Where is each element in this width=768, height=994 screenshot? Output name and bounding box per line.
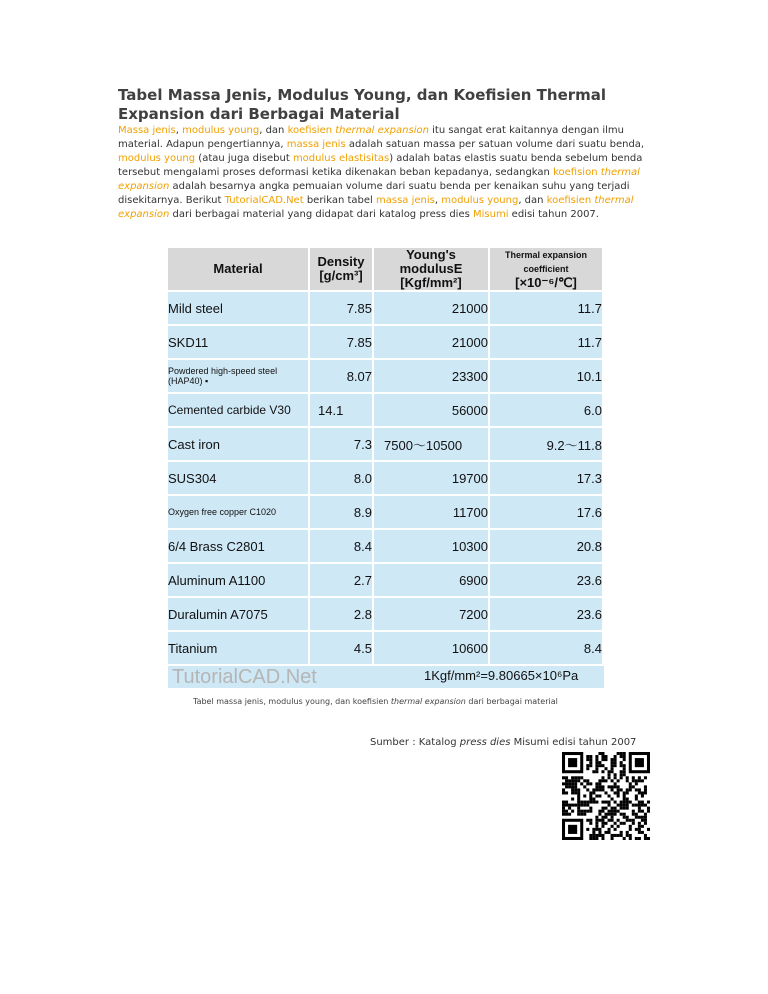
cell-thermal: 10.1 bbox=[489, 359, 603, 393]
cell-density: 8.9 bbox=[309, 495, 373, 529]
para-text: edisi tahun 2007. bbox=[508, 209, 599, 220]
header-density-unit: [g/cm³] bbox=[319, 268, 363, 283]
intro-paragraph bbox=[118, 124, 658, 222]
page-title: Tabel Massa Jenis, Modulus Young, dan Koefisien Thermal Expansion dari Berbagai Material bbox=[118, 86, 607, 123]
link-koefisien[interactable]: koefisien bbox=[546, 195, 595, 206]
cell-young: 11700 bbox=[373, 495, 489, 529]
para-text: , bbox=[434, 195, 442, 206]
link-koefision[interactable]: koefision bbox=[553, 167, 601, 178]
cell-density: 2.7 bbox=[309, 563, 373, 597]
cell-young: 56000 bbox=[373, 393, 489, 427]
link-thermal-expansion[interactable]: thermal expansion bbox=[335, 125, 429, 136]
caption-italic: thermal expansion bbox=[390, 697, 466, 706]
table-row bbox=[168, 461, 603, 495]
cell-thermal: 23.6 bbox=[489, 563, 603, 597]
cell-thermal: 9.2〜11.8 bbox=[489, 427, 603, 461]
cell-thermal: 17.3 bbox=[489, 461, 603, 495]
unit-conversion-note: 1Kgf/mm²=9.80665×10⁶Pa bbox=[424, 668, 579, 683]
para-text: itu sangat erat kaitannya dengan ilmu material. Adapun pengertiannya, bbox=[118, 125, 625, 150]
header-young-unit: [Kgf/mm²] bbox=[400, 275, 462, 290]
cell-young: 21000 bbox=[373, 325, 489, 359]
table-row bbox=[168, 427, 603, 461]
cell-material: Aluminum A1100 bbox=[168, 563, 309, 597]
cell-density: 4.5 bbox=[309, 631, 373, 665]
cell-young: 23300 bbox=[373, 359, 489, 393]
cell-density: 7.85 bbox=[309, 325, 373, 359]
para-text: ) adalah batas elastis suatu benda sebelum benda tersebut mengalami proses deformasi ketika dikenakan beban kepadanya, sedangkan bbox=[118, 153, 643, 178]
link-modulus-elastisitas[interactable]: modulus elastisitas bbox=[292, 153, 390, 164]
para-text: adalah satuan massa per satuan volume dari suatu benda, bbox=[345, 139, 645, 150]
cell-young: 10300 bbox=[373, 529, 489, 563]
link-koefisien[interactable]: koefisien bbox=[287, 125, 336, 136]
cell-thermal: 11.7 bbox=[489, 291, 603, 325]
table-row bbox=[168, 631, 603, 665]
table-caption bbox=[193, 697, 558, 706]
cell-thermal: 6.0 bbox=[489, 393, 603, 427]
qr-code-icon[interactable] bbox=[562, 752, 650, 840]
cell-material: Cast iron bbox=[168, 427, 309, 461]
para-text: (atau juga disebut bbox=[195, 153, 293, 164]
cell-thermal: 23.6 bbox=[489, 597, 603, 631]
cell-material: Oxygen free copper C1020 bbox=[168, 495, 309, 529]
cell-thermal: 11.7 bbox=[489, 325, 603, 359]
material-table-image bbox=[168, 248, 604, 688]
para-text: , dan bbox=[518, 195, 547, 206]
table-row bbox=[168, 529, 603, 563]
source-line bbox=[370, 737, 636, 748]
table-row bbox=[168, 495, 603, 529]
cell-material: Titanium bbox=[168, 631, 309, 665]
link-massa-jenis[interactable]: massa jenis bbox=[375, 195, 435, 206]
header-young-label: Young's modulusE bbox=[399, 247, 463, 276]
cell-material: SKD11 bbox=[168, 325, 309, 359]
link-massa-jenis[interactable]: Massa jenis bbox=[118, 125, 176, 136]
watermark: TutorialCAD.Net bbox=[172, 666, 317, 688]
table-row bbox=[168, 291, 603, 325]
source-text: Sumber : Katalog bbox=[370, 737, 460, 748]
cell-material: Duralumin A7075 bbox=[168, 597, 309, 631]
header-young bbox=[373, 248, 489, 291]
cell-material: 6/4 Brass C2801 bbox=[168, 529, 309, 563]
cell-density: 8.07 bbox=[309, 359, 373, 393]
header-thermal bbox=[489, 248, 603, 291]
cell-density: 7.85 bbox=[309, 291, 373, 325]
caption-text: Tabel massa jenis, modulus young, dan koefisien bbox=[193, 697, 391, 706]
cell-thermal: 8.4 bbox=[489, 631, 603, 665]
link-modulus-young[interactable]: modulus young bbox=[118, 153, 196, 164]
cell-density: 8.4 bbox=[309, 529, 373, 563]
table-row bbox=[168, 393, 603, 427]
cell-young: 10600 bbox=[373, 631, 489, 665]
cell-young: 7500〜10500 bbox=[373, 427, 489, 461]
table-header-row bbox=[168, 248, 603, 291]
cell-young: 19700 bbox=[373, 461, 489, 495]
para-text: adalah besarnya angka pemuaian volume dari suatu benda per kenaikan suhu yang terjadi disekitarnya. Berikut bbox=[118, 181, 630, 206]
source-italic: press dies bbox=[459, 737, 511, 748]
cell-material: SUS304 bbox=[168, 461, 309, 495]
header-thermal-label: Thermal expansion coefficient bbox=[504, 250, 588, 274]
cell-material: Powdered high-speed steel (HAP40) ▪ bbox=[168, 359, 309, 393]
cell-material: Mild steel bbox=[168, 291, 309, 325]
cell-young: 7200 bbox=[373, 597, 489, 631]
cell-density: 8.0 bbox=[309, 461, 373, 495]
cell-young: 6900 bbox=[373, 563, 489, 597]
table-row bbox=[168, 325, 603, 359]
cell-density: 14.1 bbox=[309, 393, 373, 427]
header-density bbox=[309, 248, 373, 291]
link-tutorialcad[interactable]: TutorialCAD.Net bbox=[224, 195, 304, 206]
header-thermal-unit: [×10⁻⁶/℃] bbox=[515, 275, 577, 290]
table-row bbox=[168, 597, 603, 631]
para-text: , dan bbox=[259, 125, 288, 136]
cell-density: 7.3 bbox=[309, 427, 373, 461]
header-material: Material bbox=[168, 248, 309, 291]
para-text: , bbox=[175, 125, 183, 136]
link-massa-jenis[interactable]: massa jenis bbox=[286, 139, 346, 150]
material-table bbox=[168, 248, 604, 666]
link-misumi[interactable]: Misumi bbox=[473, 209, 509, 220]
cell-young: 21000 bbox=[373, 291, 489, 325]
link-thermal-expansion[interactable]: thermal expansion bbox=[118, 167, 640, 192]
table-row bbox=[168, 359, 603, 393]
para-text: dari berbagai material yang didapat dari katalog press dies bbox=[169, 209, 473, 220]
cell-thermal: 20.8 bbox=[489, 529, 603, 563]
header-density-label: Density bbox=[317, 254, 365, 269]
source-text: Misumi edisi tahun 2007 bbox=[510, 737, 637, 748]
cell-density: 2.8 bbox=[309, 597, 373, 631]
cell-material: Cemented carbide V30 bbox=[168, 393, 309, 427]
table-row bbox=[168, 563, 603, 597]
link-thermal-expansion[interactable]: thermal expansion bbox=[118, 195, 634, 220]
cell-thermal: 17.6 bbox=[489, 495, 603, 529]
para-text: berikan tabel bbox=[303, 195, 376, 206]
caption-text: dari berbagai material bbox=[465, 697, 558, 706]
link-modulus-young[interactable]: modulus young bbox=[182, 125, 260, 136]
link-modulus-young[interactable]: modulus young bbox=[441, 195, 519, 206]
